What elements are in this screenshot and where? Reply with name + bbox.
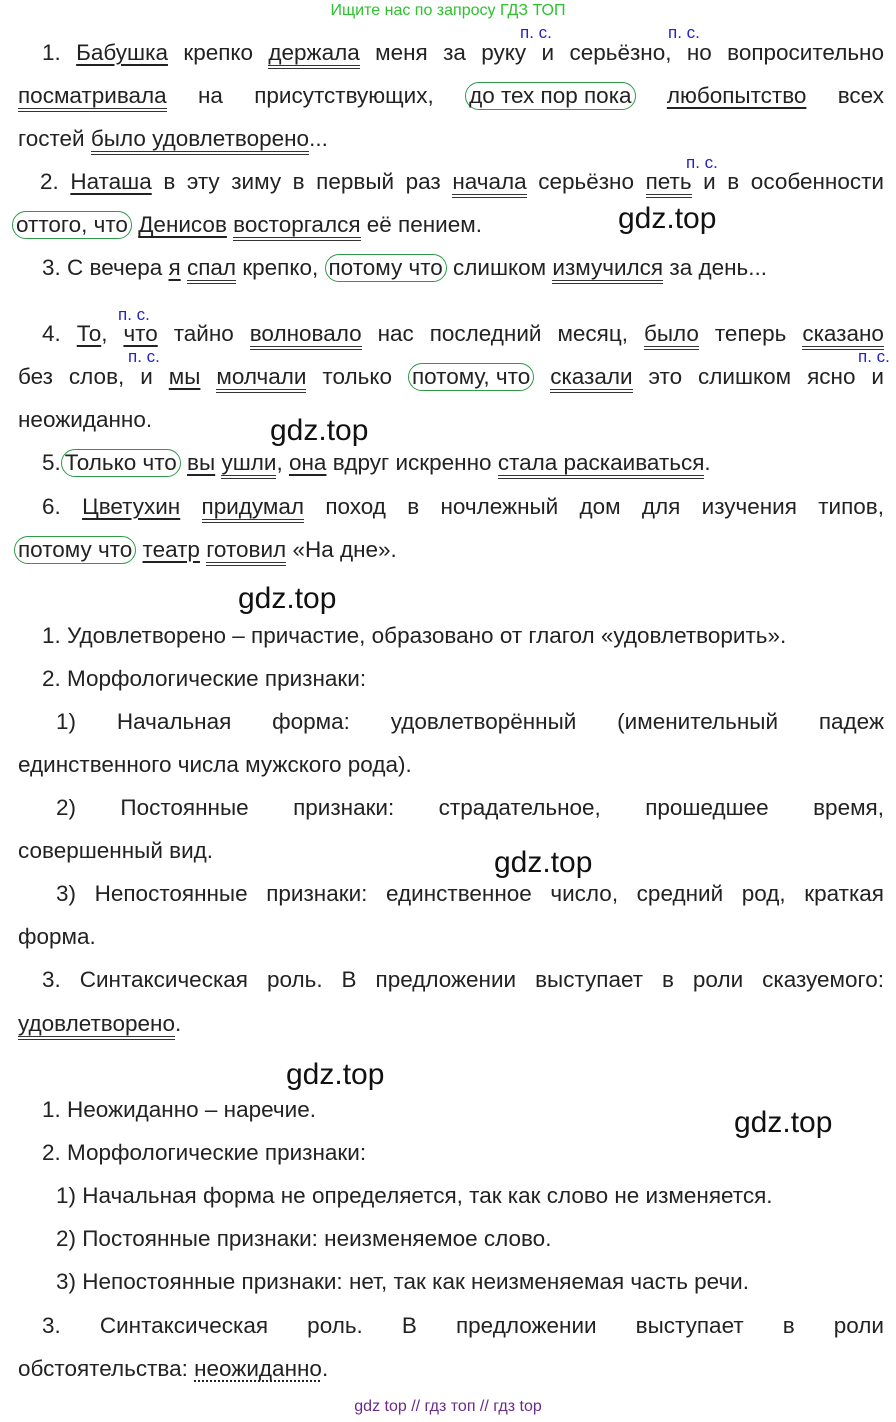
analysis-2-line: 1) Начальная форма не определяется, так как слово не изменяется. [56,1183,773,1208]
sentence-2-line-1: 2. Наташа в эту зиму в первый раз начала серьёзно петь и в особенности [18,167,884,198]
sentence-1-line-3: гостей было удовлетворено... [18,124,884,155]
analysis-1-line: 1) Начальная форма: удовлетворённый (именительный падеж [56,709,884,734]
watermark: gdz.top [618,202,717,235]
subject: я [168,255,181,280]
search-banner[interactable]: Ищите нас по запросу ГДЗ ТОП [330,2,566,19]
predicate: посматривала [18,84,167,112]
predicate: было [644,322,699,350]
analysis-1-line: 3) Непостоянные признаки: единственное число, средний род, краткая [56,881,884,906]
annotation-ps: п. с. [668,23,700,42]
analysis-2-line: обстоятельства: неожиданно. [18,1356,329,1381]
predicate: волновало [250,322,362,350]
watermark: gdz.top [494,846,593,879]
analysis-1-line: совершенный вид. [18,838,214,863]
annotation-ps: п. с. [686,153,718,172]
watermark: gdz.top [286,1058,385,1091]
analysis-1-line: удовлетворено. [18,1009,884,1040]
conjunction-circle: до тех пор пока [465,82,635,110]
analysis-2-line: 2) Постоянные признаки: неизменяемое слово. [56,1226,552,1251]
predicate: восторгался [233,213,360,241]
conjunction-circle: потому, что [408,363,534,391]
sentence-6-line-1: 6. Цветухин придумал поход в ночлежный дом для изучения типов, [18,492,884,523]
subject: Цветухин [82,494,181,519]
sentence-6-line-2: потому что театр готовил «На дне». [14,535,880,566]
sentence-4-line-1: 4. То, что тайно волновало нас последний месяц, было теперь сказано [18,319,884,350]
subject: театр [142,537,200,562]
predicate: было удовлетворено [91,127,309,155]
subject: любопытство [666,83,807,108]
analysis-1-line: 2) Постоянные признаки: страдательное, прошедшее время, [56,795,884,820]
annotation-ps: п. с. [520,23,552,42]
adverbial: неожиданно [194,1356,322,1381]
subject: Наташа [70,169,152,194]
conjunction-circle: оттого, что [12,211,132,239]
analysis-1-line: форма. [18,924,96,949]
subject: Денисов [138,212,227,237]
predicate: удовлетворено [18,1012,175,1040]
conjunction-circle: потому что [14,536,136,564]
conjunction-circle: потому что [325,254,447,282]
predicate: сказано [802,322,884,350]
sentence-2-line-2: оттого, что Денисов восторгался её пением. [12,210,878,241]
predicate: готовил [206,538,286,566]
watermark: gdz.top [238,582,337,615]
predicate: придумал [202,495,305,523]
predicate: спал [187,256,236,284]
predicate: сказали [550,365,632,393]
subject: мы [168,364,201,389]
subject: она [288,450,327,475]
analysis-1-line: 2. Морфологические признаки: [42,666,367,691]
annotation-ps: п. с. [118,305,150,324]
analysis-1-line: 3. Синтаксическая роль. В предложении выступает в роли сказуемого: [42,967,884,992]
sentence-4-line-3: неожиданно. [18,407,153,432]
footer-links[interactable]: gdz top // гдз топ // гдз top [354,1398,542,1415]
predicate: держала [268,41,359,69]
predicate: петь [646,170,692,198]
analysis-2-line: 3. Синтаксическая роль. В предложении выступает в роли [42,1313,884,1338]
predicate: ушли [221,451,276,479]
predicate: молчали [216,365,306,393]
predicate: стала раскаиваться [498,451,705,479]
sentence-3: 3. С вечера я спал крепко, потому что слишком измучился за день... [18,253,884,284]
analysis-1-line: 1. Удовлетворено – причастие, образовано от глагол «удовлетворить». [42,623,787,648]
analysis-2-line: 1. Неожиданно – наречие. [42,1097,316,1122]
subject: вы [187,450,216,475]
analysis-1-line: единственного числа мужского рода). [18,752,412,777]
subject: что [123,321,158,346]
analysis-2-line: 2. Морфологические признаки: [42,1140,367,1165]
analysis-2-line: 3) Непостоянные признаки: нет, так как неизменяемая часть речи. [56,1269,749,1294]
predicate: измучился [552,256,663,284]
predicate: начала [452,170,526,198]
watermark: gdz.top [734,1106,833,1139]
sentence-1-line-1: 1. Бабушка крепко держала меня за руку и серьёзно, но вопросительно [18,38,884,69]
subject: То [76,321,102,346]
annotation-ps: п. с. [858,347,890,366]
sentence-4-line-2: без слов, и мы молчали только потому, что сказали это слишком ясно и [18,362,884,393]
sentence-1-line-2: посматривала на присутствующих, до тех пор пока любопытство всех [18,81,884,112]
conjunction-circle: Только что [61,449,181,477]
subject: Бабушка [76,40,168,65]
annotation-ps: п. с. [128,347,160,366]
sentence-5: 5. Только что вы ушли, она вдруг искренно стала раскаиваться. [18,448,884,479]
watermark: gdz.top [270,414,369,447]
